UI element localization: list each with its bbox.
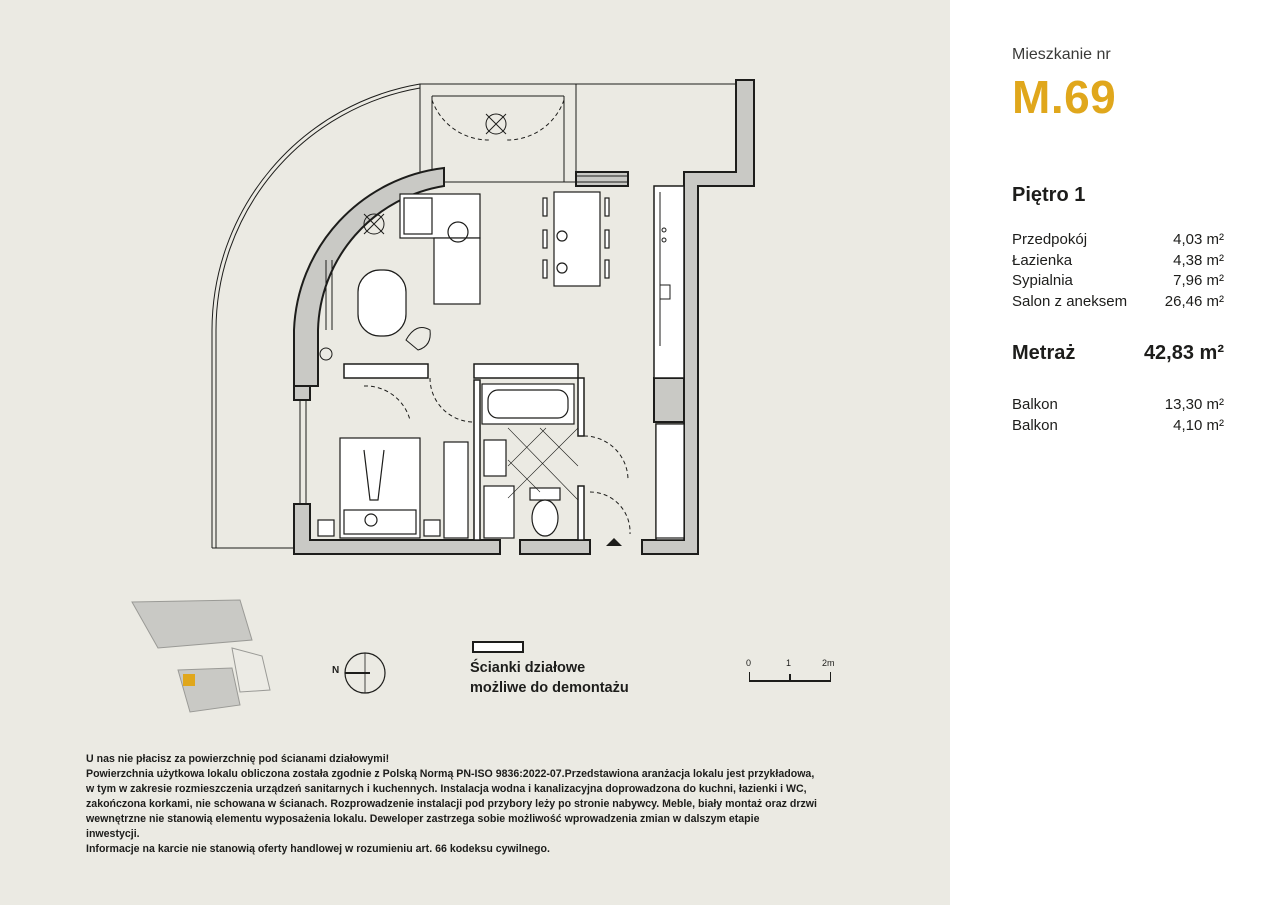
scale-tick-2: 2m	[822, 658, 835, 668]
note-line: U nas nie płacisz za powierzchnię pod ścianami działowymi!	[86, 753, 390, 765]
apartment-number: M.69	[1012, 71, 1117, 123]
room-name: Salon z aneksem	[1012, 292, 1128, 310]
room-area: 26,46 m²	[1164, 292, 1224, 310]
rug	[358, 270, 406, 336]
room-area: 4,03 m²	[1173, 231, 1224, 248]
scale-tick-0: 0	[746, 658, 752, 668]
legend-swatch	[472, 641, 524, 653]
note-line: inwestycji.	[86, 828, 140, 840]
info-panel	[950, 0, 1280, 905]
room-area: 7,96 m²	[1173, 272, 1224, 289]
key-plan	[132, 600, 270, 712]
dining-table	[543, 192, 609, 286]
balcony-row	[1012, 395, 1224, 416]
note-line: wewnętrzne nie stanowią elementu wyposażenia lokalu. Deweloper zastrzega sobie możliwość wprowadzenia zmian w dalszym etapie	[86, 813, 760, 825]
total-area	[1012, 342, 1224, 365]
bedroom-furniture	[318, 438, 468, 538]
note-line: Informacje na karcie nie stanowią oferty handlowej w rozumieniu art. 66 kodeksu cywilnego.	[86, 843, 550, 855]
room-name: Przedpokój	[1012, 231, 1088, 248]
note-line: zakończona korkami, nie schowana w ścianach. Rozprowadzenie instalacji pod przybory leży po stronie nabywcy. Meble, biały montaż oraz drzwi	[86, 798, 817, 810]
disclaimer	[86, 752, 886, 857]
entrance-arrow	[606, 538, 622, 546]
room-name: Łazienka	[1012, 251, 1073, 269]
room-name: Sypialnia	[1012, 272, 1073, 289]
balcony-area: 13,30 m²	[1164, 396, 1224, 413]
scale-bar	[746, 658, 836, 684]
balcony-list	[1012, 395, 1224, 436]
note-line: w tym w zakresie rozmieszczenia urządzeń sanitarnych i kuchennych. Instalacja wodna i kanalizacyjna doprowadzona do kuchni, łazienki i WC,	[86, 783, 807, 795]
balcony-name: Balkon	[1012, 396, 1058, 413]
balcony-top	[420, 84, 736, 182]
room-list	[1012, 230, 1224, 312]
balcony-row	[1012, 416, 1224, 437]
scale-tick-1: 1	[786, 658, 792, 668]
total-label: Metraż	[1012, 342, 1076, 364]
note-line: Powierzchnia użytkowa lokalu obliczona została zgodnie z Polską Normą PN-ISO 9836:2022-07.Przedstawiona aranżacja lokalu jest przykładowa,	[86, 768, 815, 780]
compass	[345, 653, 385, 693]
compass-label: N	[332, 665, 340, 676]
room-row	[1012, 251, 1224, 272]
room-area: 4,38 m²	[1173, 251, 1224, 269]
balcony-area: 4,10 m²	[1173, 416, 1224, 434]
legend-line-1: Ścianki działowe	[470, 660, 586, 676]
floor-label: Piętro 1	[1012, 184, 1086, 206]
room-row	[1012, 292, 1224, 313]
wardrobe	[656, 424, 684, 538]
sofa	[400, 194, 480, 304]
balcony-name: Balkon	[1012, 416, 1058, 434]
legend-line-2: możliwe do demontażu	[470, 680, 629, 696]
bathroom-fixtures	[482, 384, 578, 538]
apartment-label: Mieszkanie nr	[1012, 46, 1111, 63]
room-row	[1012, 230, 1224, 251]
room-row	[1012, 271, 1224, 292]
total-value: 42,83 m²	[1143, 342, 1224, 364]
legend-text	[470, 658, 690, 698]
